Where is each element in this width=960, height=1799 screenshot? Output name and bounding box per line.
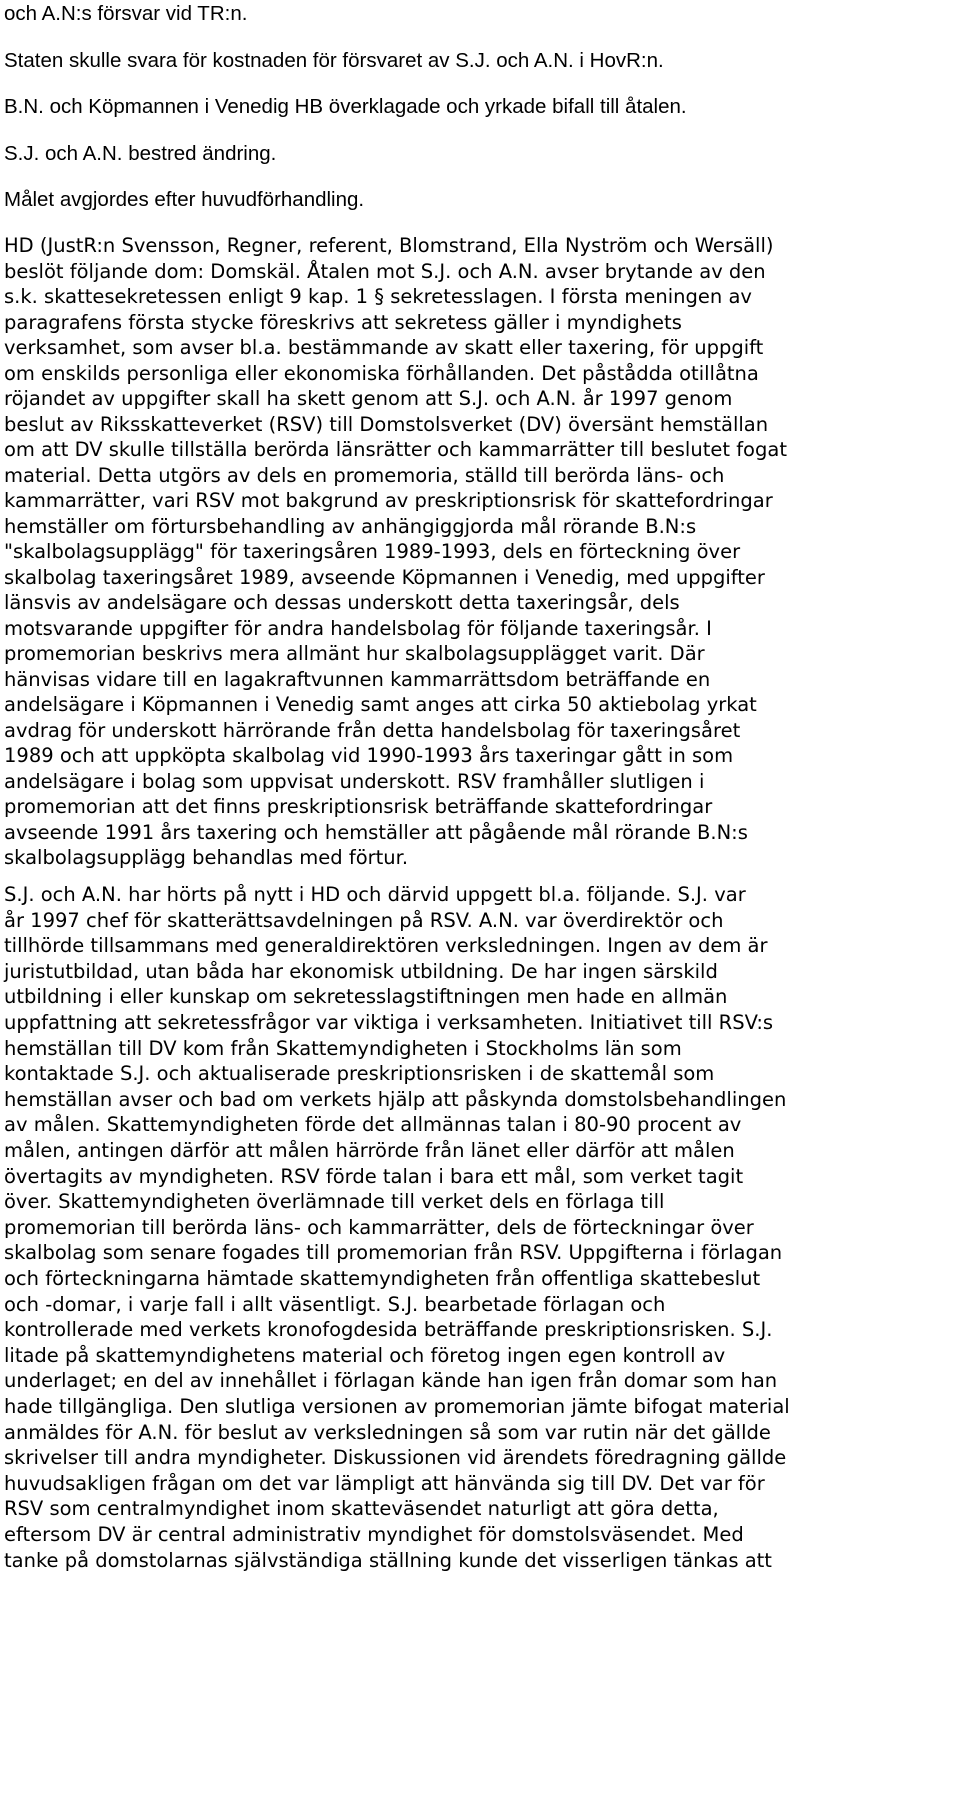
- paragraph-1-line: HD (JustR:n Svensson, Regner, referent, Blomstrand, Ella Nyström och Wersäll): [4, 234, 774, 257]
- paragraph-1-line: länsvis av andelsägare och dessas underskott detta taxeringsår, dels: [4, 591, 680, 614]
- paragraph-2-line: och -domar, i varje fall i allt väsentligt. S.J. bearbetade förlagan och: [4, 1293, 666, 1316]
- header-line: och A.N:s försvar vid TR:n.: [4, 2, 248, 25]
- paragraph-2-line: anmäldes för A.N. för beslut av verksledningen så som var rutin när det gällde: [4, 1421, 771, 1444]
- paragraph-1-line: motsvarande uppgifter för andra handelsbolag för följande taxeringsår. I: [4, 617, 712, 640]
- header-line: Målet avgjordes efter huvudförhandling.: [4, 188, 365, 211]
- paragraph-2-line: övertagits av myndigheten. RSV förde talan i bara ett mål, som verket tagit: [4, 1165, 744, 1188]
- paragraph-1-line: andelsägare i Köpmannen i Venedig samt anges att cirka 50 aktiebolag yrkat: [4, 693, 757, 716]
- paragraph-1-line: material. Detta utgörs av dels en promemoria, ställd till berörda läns- och: [4, 464, 725, 487]
- paragraph-2-line: promemorian till berörda läns- och kammarrätter, dels de förteckningar över: [4, 1216, 754, 1239]
- paragraph-1-line: 1989 och att uppköpta skalbolag vid 1990-1993 års taxeringar gått in som: [4, 744, 734, 767]
- paragraph-2-line: hade tillgängliga. Den slutliga versionen av promemorian jämte bifogat material: [4, 1395, 790, 1418]
- paragraph-1-line: "skalbolagsupplägg" för taxeringsåren 1989-1993, dels en förteckning över: [4, 540, 741, 563]
- paragraph-2-line: underlaget; en del av innehållet i förlagan kände han igen från domar som han: [4, 1369, 778, 1392]
- paragraph-2-line: kontrollerade med verkets kronofogdesida beträffande preskriptionsrisken. S.J.: [4, 1318, 773, 1341]
- paragraph-2-line: av målen. Skattemyndigheten förde det allmännas talan i 80-90 procent av: [4, 1113, 742, 1136]
- header-line: Staten skulle svara för kostnaden för försvaret av S.J. och A.N. i HovR:n.: [4, 49, 664, 72]
- paragraph-1-line: avseende 1991 års taxering och hemställer att pågående mål rörande B.N:s: [4, 821, 748, 844]
- paragraph-2-line: uppfattning att sekretessfrågor var viktiga i verksamheten. Initiativet till RSV:s: [4, 1011, 774, 1034]
- paragraph-2-line: över. Skattemyndigheten överlämnade till verket dels en förlaga till: [4, 1190, 665, 1213]
- paragraph-2-line: tanke på domstolarnas självständiga ställning kunde det visserligen tänkas att: [4, 1549, 772, 1572]
- paragraph-1-line: om att DV skulle tillställa berörda länsrätter och kammarrätter till beslutet fogat: [4, 438, 787, 461]
- paragraph-2-line: hemställan avser och bad om verkets hjälp att påskynda domstolsbehandlingen: [4, 1088, 787, 1111]
- paragraph-1-line: skalbolag taxeringsåret 1989, avseende Köpmannen i Venedig, med uppgifter: [4, 566, 765, 589]
- paragraph-1-line: beslöt följande dom: Domskäl. Åtalen mot S.J. och A.N. avser brytande av den: [4, 260, 766, 283]
- paragraph-1-line: avdrag för underskott härrörande från detta handelsbolag för taxeringsåret: [4, 719, 741, 742]
- paragraph-2-line: tillhörde tillsammans med generaldirektören verksledningen. Ingen av dem är: [4, 934, 768, 957]
- paragraph-1-line: skalbolagsupplägg behandlas med förtur.: [4, 846, 409, 869]
- paragraph-1-line: promemorian beskrivs mera allmänt hur skalbolagsupplägget varit. Där: [4, 642, 705, 665]
- paragraph-1-line: hänvisas vidare till en lagakraftvunnen kammarrättsdom beträffande en: [4, 668, 711, 691]
- paragraph-2-line: juristutbildad, utan båda har ekonomisk utbildning. De har ingen särskild: [4, 960, 718, 983]
- paragraph-1-line: verksamhet, som avser bl.a. bestämmande av skatt eller taxering, för uppgift: [4, 336, 764, 359]
- paragraph-2-line: S.J. och A.N. har hörts på nytt i HD och därvid uppgett bl.a. följande. S.J. var: [4, 883, 746, 906]
- paragraph-2-line: skalbolag som senare fogades till promemorian från RSV. Uppgifterna i förlagan: [4, 1241, 783, 1264]
- header-line: B.N. och Köpmannen i Venedig HB överklagade och yrkade bifall till åtalen.: [4, 95, 687, 118]
- paragraph-1-line: kammarrätter, vari RSV mot bakgrund av preskriptionsrisk för skattefordringar: [4, 489, 773, 512]
- paragraph-1-line: hemställer om förtursbehandling av anhängiggjorda mål rörande B.N:s: [4, 515, 697, 538]
- paragraph-2-line: skrivelser till andra myndigheter. Diskussionen vid ärendets föredragning gällde: [4, 1446, 787, 1469]
- paragraph-2-line: målen, antingen därför att målen härrörde från länet eller därför att målen: [4, 1139, 735, 1162]
- paragraph-2-line: litade på skattemyndighetens material och företog ingen egen kontroll av: [4, 1344, 726, 1367]
- paragraph-1-line: paragrafens första stycke föreskrivs att sekretess gäller i myndighets: [4, 311, 682, 334]
- paragraph-2-line: utbildning i eller kunskap om sekretesslagstiftningen men hade en allmän: [4, 985, 728, 1008]
- paragraph-2-line: huvudsakligen frågan om det var lämpligt att hänvända sig till DV. Det var för: [4, 1472, 765, 1495]
- paragraph-2-line: RSV som centralmyndighet inom skatteväsendet naturligt att göra detta,: [4, 1497, 719, 1520]
- paragraph-1-line: röjandet av uppgifter skall ha skett genom att S.J. och A.N. år 1997 genom: [4, 387, 733, 410]
- paragraph-2-line: och förteckningarna hämtade skattemyndigheten från offentliga skattebeslut: [4, 1267, 761, 1290]
- paragraph-1-line: s.k. skattesekretessen enligt 9 kap. 1 § sekretesslagen. I första meningen av: [4, 285, 752, 308]
- paragraph-2-line: eftersom DV är central administrativ myndighet för domstolsväsendet. Med: [4, 1523, 744, 1546]
- paragraph-1-line: beslut av Riksskatteverket (RSV) till Domstolsverket (DV) översänt hemställan: [4, 413, 769, 436]
- paragraph-2-line: kontaktade S.J. och aktualiserade preskriptionsrisken i de skattemål som: [4, 1062, 715, 1085]
- paragraph-1-line: promemorian att det finns preskriptionsrisk beträffande skattefordringar: [4, 795, 713, 818]
- header-line: S.J. och A.N. bestred ändring.: [4, 142, 277, 165]
- paragraph-1-line: andelsägare i bolag som uppvisat underskott. RSV framhåller slutligen i: [4, 770, 705, 793]
- paragraph-2-line: år 1997 chef för skatterättsavdelningen på RSV. A.N. var överdirektör och: [4, 909, 724, 932]
- paragraph-2-line: hemställan till DV kom från Skattemyndigheten i Stockholms län som: [4, 1037, 682, 1060]
- paragraph-1-line: om enskilds personliga eller ekonomiska förhållanden. Det påstådda otillåtna: [4, 362, 759, 385]
